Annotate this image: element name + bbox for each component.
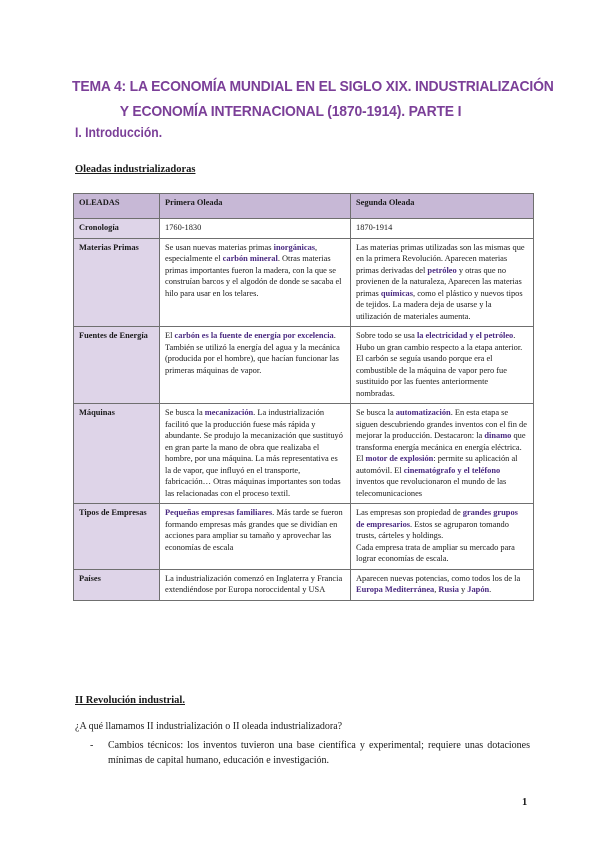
highlighted-term: inorgánicas	[273, 242, 316, 252]
highlighted-term: la electricidad y el petróleo	[416, 331, 514, 340]
section-heading-intro: I. Introducción.	[75, 125, 163, 140]
oleadas-table	[73, 193, 534, 601]
highlighted-term: dinamo	[484, 431, 512, 440]
title-line-2: Y ECONOMÍA INTERNACIONAL (1870-1914). PARTE I	[119, 103, 462, 120]
title-line-1: TEMA 4: LA ECONOMÍA MUNDIAL EN EL SIGLO XIX. INDUSTRIALIZACIÓN	[72, 78, 554, 95]
table-row-cronologia	[74, 219, 534, 239]
table-cell: La industrialización comenzó en Inglaterra y Francia extendiéndose por Europa noroccidental y USA	[160, 569, 351, 600]
highlighted-term: mecanización	[204, 408, 254, 417]
table-cell: Se busca la automatización. En esta etapa se siguen descubriendo grandes inventos con el fin de mejorar la producción. Destacaron: la dinamo que transforma energía mecánica en energía eléctrica. El motor de explosión: permite su aplicación al automóvil. El cinematógrafo y el teléfono inventos que revolucionaron el mundo de las telecomunicaciones	[351, 404, 534, 504]
section-heading-revolucion: II Revolución industrial.	[75, 695, 185, 706]
highlighted-term: automatización	[395, 408, 451, 417]
bullet-dash: -	[90, 740, 94, 751]
table-cell: El carbón es la fuente de energía por excelencia. También se utilizó la energía del agua y la mecánica (producida por el hombre), que hacían funcionar las primeras máquinas de vapor.	[160, 327, 351, 404]
highlighted-term: Rusia	[438, 585, 459, 594]
highlighted-term: químicas	[380, 288, 414, 298]
highlighted-term: cinematógrafo y el teléfono	[403, 465, 501, 475]
table-row-materias	[74, 238, 534, 327]
header-segunda: Segunda Oleada	[351, 194, 534, 219]
table-row-paises	[74, 569, 534, 600]
subheading-oleadas: Oleadas industrializadoras	[75, 164, 196, 175]
table-cell: 1760-1830	[160, 219, 351, 239]
table-cell: Las materias primas utilizadas son las mismas que en la primera Revolución. Aparecen materias primas derivadas del petróleo y otras que no provienen de la naturaleza, Aparecen las materias primas químicas, como el plástico y nuevos tipos de tejidos. La madera deja de usarse y la utilización de materiales aumenta.	[351, 238, 534, 327]
table-row-tipos	[74, 504, 534, 570]
table-cell: Las empresas son propiedad de grandes grupos de empresarios. Estos se agruparon tomando trusts, cárteles y holdings. Cada empresa trata de ampliar su mercado para lograr economías de escala.	[351, 504, 534, 570]
highlighted-term: Pequeñas empresas familiares	[165, 508, 273, 517]
highlighted-term: carbón mineral	[222, 254, 278, 263]
highlighted-term: motor de explosión	[365, 454, 434, 463]
highlighted-term: petróleo	[427, 265, 457, 275]
question-text: ¿A qué llamamos II industrialización o II oleada industrializadora?	[75, 721, 343, 732]
table-cell: 1870-1914	[351, 219, 534, 239]
table-cell: Se usan nuevas materias primas inorgánicas, especialmente el carbón mineral. Otras materias primas importantes fueron la madera, con la que se construían barcos y el algodón de donde se sacaba el hilo para usar en los telares.	[160, 238, 351, 327]
bullet-text: Cambios técnicos: los inventos tuvieron una base científica y experimental; requiere unas dotaciones mínimas de capital humano, educación e investigación.	[108, 740, 530, 766]
highlighted-term: Europa Mediterránea	[356, 585, 435, 594]
table-cell: Pequeñas empresas familiares. Más tarde se fueron formando empresas más grandes que se dividían en acciones para ampliar su tamaño y aprovechar las economías de escala	[160, 504, 351, 570]
highlighted-term: carbón es la fuente de energía por excelencia	[174, 331, 334, 340]
header-primera: Primera Oleada	[160, 194, 351, 219]
table-cell: Se busca la mecanización. La industrialización facilitó que la producción fuese más rápida y abundante. Se produjo la mecanización que sustituyó en gran parte la mano de obra que realizaba el hombre, por una máquina. La más representativa es la de vapor, que influyó en el transporte, fabricación… Otras máquinas importantes son todas las relacionadas con el proceso textil.	[160, 404, 351, 504]
highlighted-term: Japón	[467, 585, 490, 594]
table-cell: Aparecen nuevas potencias, como todos los de la Europa Mediterránea, Rusia y Japón.	[351, 569, 534, 600]
table-row-maquinas	[74, 404, 534, 504]
row-label: Materias Primas	[74, 238, 160, 327]
row-label: Tipos de Empresas	[74, 504, 160, 570]
table-row-fuentes	[74, 327, 534, 404]
row-label: Máquinas	[74, 404, 160, 504]
page-number: 1	[522, 797, 528, 808]
row-label: Cronología	[74, 219, 160, 239]
table-header-row	[74, 194, 534, 219]
highlighted-term: grandes grupos de empresarios	[356, 508, 518, 529]
row-label: Fuentes de Energía	[74, 327, 160, 404]
table-cell: Sobre todo se usa la electricidad y el petróleo. Hubo un gran cambio respecto a la etapa anterior. El carbón se seguía usando porque era el combustible de la máquina de vapor pero fue sustituido por las fuentes anteriormente nombradas.	[351, 327, 534, 404]
row-label: Países	[74, 569, 160, 600]
document-title	[72, 74, 554, 124]
list-item	[90, 738, 530, 768]
header-oleadas: OLEADAS	[74, 194, 160, 219]
